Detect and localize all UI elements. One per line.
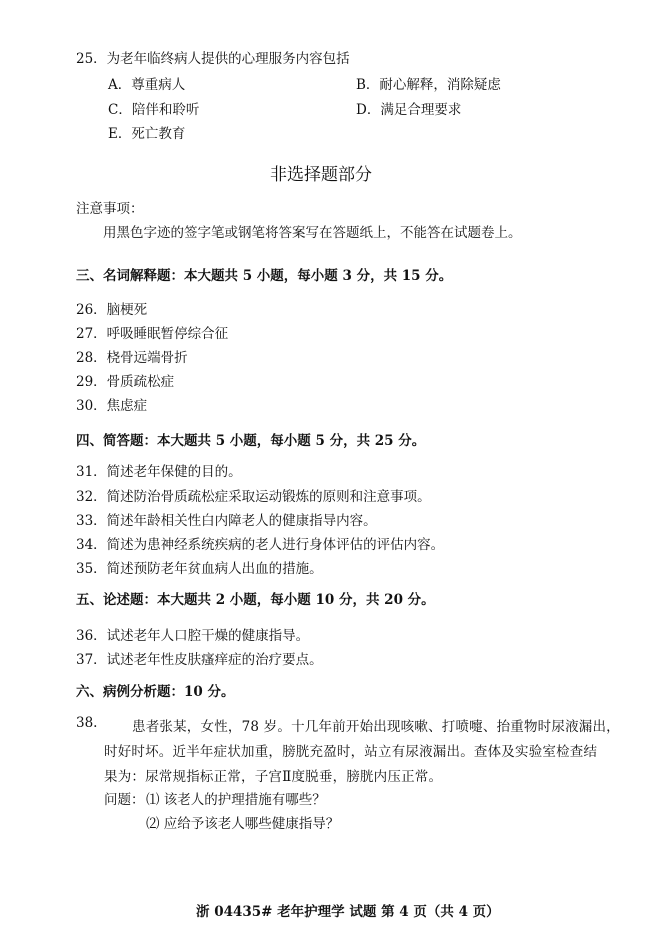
question-32: 32．简述防治骨质疏松症采取运动锻炼的原则和注意事项。 [76, 489, 431, 505]
question-38-number: 38. [76, 715, 98, 731]
question-35: 35．简述预防老年贫血病人出血的措施。 [76, 561, 323, 577]
part-4-heading: 四、简答题：本大题共 5 小题，每小题 5 分，共 25 分。 [76, 433, 426, 449]
option-d: D．满足合理要求 [356, 102, 462, 118]
question-29: 29．骨质疏松症 [76, 374, 175, 390]
option-e: E．死亡教育 [108, 126, 186, 142]
notice-heading: 注意事项： [76, 201, 144, 217]
question-25-stem: 25．为老年临终病人提供的心理服务内容包括 [76, 51, 350, 67]
case-line-1: 患者张某，女性，78 岁。十几年前开始出现咳嗽、打喷嚏、抬重物时尿液漏出， [132, 719, 620, 735]
case-line-3: 果为：尿常规指标正常，子宫Ⅱ度脱垂，膀胱内压正常。 [104, 769, 443, 785]
sub-question-1: ⑴ 该老人的护理措施有哪些？ [146, 792, 326, 808]
option-c: C．陪伴和聆听 [108, 102, 200, 118]
part-6-heading: 六、病例分析题：10 分。 [76, 684, 235, 700]
question-30: 30．焦虑症 [76, 398, 148, 414]
page-footer: 浙 04435# 老年护理学 试题 第 4 页（共 4 页） [196, 904, 500, 920]
option-b: B．耐心解释，消除疑虑 [356, 77, 501, 93]
question-26: 26．脑梗死 [76, 302, 148, 318]
part-5-heading: 五、论述题：本大题共 2 小题，每小题 10 分，共 20 分。 [76, 592, 435, 608]
section-title: 非选择题部分 [270, 165, 372, 185]
notice-body: 用黑色字迹的签字笔或钢笔将答案写在答题纸上，不能答在试题卷上。 [103, 225, 522, 241]
case-line-2: 时好时坏。近半年症状加重，膀胱充盈时，站立有尿液漏出。查体及实验室检查结 [104, 744, 598, 760]
question-27: 27．呼吸睡眠暂停综合征 [76, 326, 229, 342]
sub-question-2: ⑵ 应给予该老人哪些健康指导？ [146, 816, 340, 832]
question-28: 28．桡骨远端骨折 [76, 350, 188, 366]
question-37: 37．试述老年性皮肤瘙痒症的治疗要点。 [76, 652, 323, 668]
question-36: 36．试述老年人口腔干燥的健康指导。 [76, 628, 310, 644]
part-3-heading: 三、名词解释题：本大题共 5 小题，每小题 3 分，共 15 分。 [76, 268, 453, 284]
question-33: 33．简述年龄相关性白内障老人的健康指导内容。 [76, 513, 377, 529]
option-a: A．尊重病人 [108, 77, 186, 93]
question-label: 问题： [104, 792, 145, 808]
question-31: 31．简述老年保健的目的。 [76, 464, 242, 480]
question-34: 34．简述为患神经系统疾病的老人进行身体评估的评估内容。 [76, 537, 445, 553]
